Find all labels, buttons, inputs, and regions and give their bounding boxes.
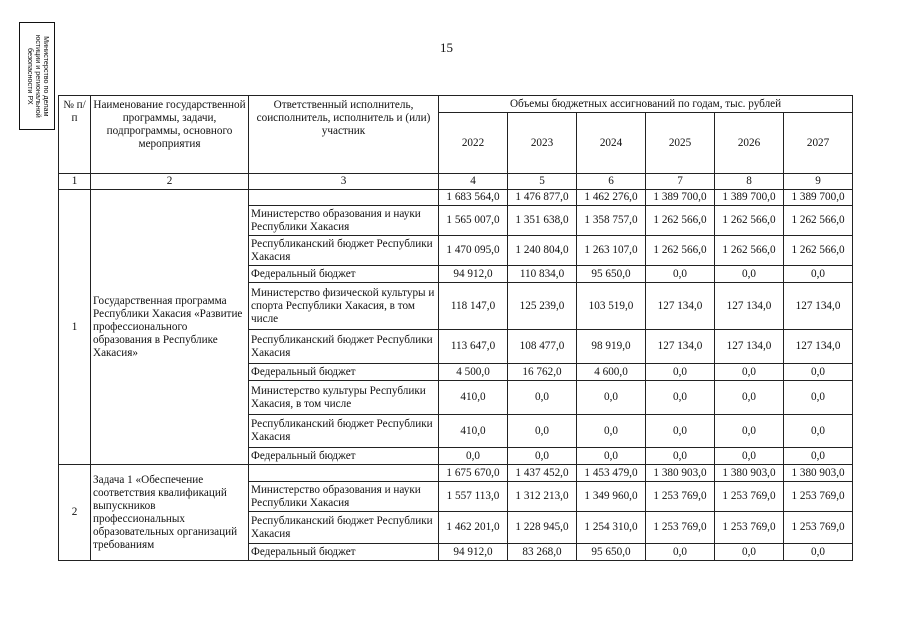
executor-cell: Министерство физической культуры и спорта Республики Хакасия, в том числе <box>249 283 439 330</box>
executor-cell <box>249 190 439 206</box>
header-year: 2024 <box>577 113 646 174</box>
budget-value-cell: 0,0 <box>715 381 784 415</box>
budget-value-cell: 127 134,0 <box>784 283 853 330</box>
header-year: 2023 <box>508 113 577 174</box>
budget-value-cell: 1 351 638,0 <box>508 206 577 236</box>
program-name: Задача 1 «Обеспечение соответствия квалификаций выпускников профессиональных образовательных организаций требованиям <box>91 465 249 561</box>
budget-value-cell: 1 240 804,0 <box>508 236 577 266</box>
budget-value-cell: 95 650,0 <box>577 544 646 561</box>
budget-value-cell: 1 262 566,0 <box>715 236 784 266</box>
program-name: Государственная программа Республики Хакасия «Развитие профессионального образования в Республике Хакасия» <box>91 190 249 465</box>
budget-value-cell: 1 262 566,0 <box>646 206 715 236</box>
budget-value-cell: 1 437 452,0 <box>508 465 577 482</box>
budget-value-cell: 1 557 113,0 <box>439 482 508 512</box>
column-number: 4 <box>439 174 508 190</box>
column-number: 6 <box>577 174 646 190</box>
budget-value-cell: 1 683 564,0 <box>439 190 508 206</box>
header-executor: Ответственный исполнитель, соисполнитель, исполнитель и (или) участник <box>249 96 439 174</box>
budget-table <box>58 95 853 561</box>
budget-value-cell: 1 253 769,0 <box>715 512 784 544</box>
budget-value-cell: 1 675 670,0 <box>439 465 508 482</box>
budget-value-cell: 94 912,0 <box>439 544 508 561</box>
budget-value-cell: 4 600,0 <box>577 364 646 381</box>
budget-value-cell: 0,0 <box>646 364 715 381</box>
stamp-line: безопасности РХ <box>24 47 34 105</box>
budget-value-cell: 0,0 <box>784 364 853 381</box>
budget-value-cell: 1 253 769,0 <box>784 512 853 544</box>
executor-cell: Министерство культуры Республики Хакасия, в том числе <box>249 381 439 415</box>
header-name: Наименование государственной программы, задачи, подпрограммы, основного мероприятия <box>91 96 249 174</box>
budget-value-cell: 83 268,0 <box>508 544 577 561</box>
budget-value-cell: 1 389 700,0 <box>784 190 853 206</box>
budget-value-cell: 0,0 <box>715 415 784 448</box>
budget-value-cell: 1 349 960,0 <box>577 482 646 512</box>
budget-value-cell: 127 134,0 <box>715 330 784 364</box>
stamp-text <box>25 35 50 118</box>
table-row <box>59 465 853 482</box>
budget-value-cell: 1 389 700,0 <box>715 190 784 206</box>
header-year: 2026 <box>715 113 784 174</box>
row-index: 2 <box>59 465 91 561</box>
budget-value-cell: 108 477,0 <box>508 330 577 364</box>
column-number: 1 <box>59 174 91 190</box>
executor-cell: Республиканский бюджет Республики Хакасия <box>249 415 439 448</box>
budget-value-cell: 410,0 <box>439 415 508 448</box>
budget-value-cell: 1 462 201,0 <box>439 512 508 544</box>
header-budget: Объемы бюджетных ассигнований по годам, тыс. рублей <box>439 96 853 113</box>
stamp-line: Министерство по делам <box>41 35 51 117</box>
column-number: 5 <box>508 174 577 190</box>
budget-value-cell: 0,0 <box>715 544 784 561</box>
column-number: 8 <box>715 174 784 190</box>
budget-value-cell: 94 912,0 <box>439 266 508 283</box>
executor-cell: Министерство образования и науки Республики Хакасия <box>249 482 439 512</box>
budget-value-cell: 0,0 <box>577 415 646 448</box>
budget-value-cell: 0,0 <box>646 544 715 561</box>
registration-stamp <box>19 22 55 130</box>
budget-value-cell: 0,0 <box>784 415 853 448</box>
executor-cell: Федеральный бюджет <box>249 448 439 465</box>
column-number-row <box>59 174 853 190</box>
page-number: 15 <box>440 40 453 55</box>
header-year: 2022 <box>439 113 508 174</box>
budget-value-cell: 16 762,0 <box>508 364 577 381</box>
budget-value-cell: 1 262 566,0 <box>715 206 784 236</box>
column-number: 2 <box>91 174 249 190</box>
table-row <box>59 190 853 206</box>
row-index: 1 <box>59 190 91 465</box>
header-num: № п/п <box>59 96 91 174</box>
budget-value-cell: 0,0 <box>715 266 784 283</box>
budget-value-cell: 1 380 903,0 <box>784 465 853 482</box>
budget-value-cell: 0,0 <box>646 266 715 283</box>
budget-value-cell: 1 462 276,0 <box>577 190 646 206</box>
budget-value-cell: 95 650,0 <box>577 266 646 283</box>
budget-value-cell: 0,0 <box>577 448 646 465</box>
budget-value-cell: 410,0 <box>439 381 508 415</box>
budget-value-cell: 1 470 095,0 <box>439 236 508 266</box>
header-year: 2025 <box>646 113 715 174</box>
executor-cell: Федеральный бюджет <box>249 364 439 381</box>
budget-value-cell: 0,0 <box>508 381 577 415</box>
executor-cell: Республиканский бюджет Республики Хакасия <box>249 330 439 364</box>
budget-value-cell: 0,0 <box>784 381 853 415</box>
budget-value-cell: 0,0 <box>784 266 853 283</box>
column-number: 9 <box>784 174 853 190</box>
column-number: 7 <box>646 174 715 190</box>
budget-value-cell: 0,0 <box>784 544 853 561</box>
budget-value-cell: 127 134,0 <box>646 283 715 330</box>
budget-value-cell: 127 134,0 <box>646 330 715 364</box>
budget-value-cell: 1 476 877,0 <box>508 190 577 206</box>
budget-value-cell: 1 262 566,0 <box>784 206 853 236</box>
budget-value-cell: 0,0 <box>646 448 715 465</box>
budget-value-cell: 0,0 <box>439 448 508 465</box>
budget-value-cell: 1 253 769,0 <box>715 482 784 512</box>
budget-value-cell: 1 262 566,0 <box>646 236 715 266</box>
budget-value-cell: 98 919,0 <box>577 330 646 364</box>
executor-cell: Республиканский бюджет Республики Хакасия <box>249 236 439 266</box>
executor-cell: Федеральный бюджет <box>249 266 439 283</box>
budget-value-cell: 1 389 700,0 <box>646 190 715 206</box>
budget-value-cell: 1 312 213,0 <box>508 482 577 512</box>
executor-cell: Министерство образования и науки Республики Хакасия <box>249 206 439 236</box>
budget-value-cell: 1 262 566,0 <box>784 236 853 266</box>
executor-cell: Федеральный бюджет <box>249 544 439 561</box>
budget-value-cell: 125 239,0 <box>508 283 577 330</box>
budget-value-cell: 1 253 769,0 <box>784 482 853 512</box>
budget-value-cell: 4 500,0 <box>439 364 508 381</box>
budget-value-cell: 1 380 903,0 <box>715 465 784 482</box>
budget-value-cell: 103 519,0 <box>577 283 646 330</box>
budget-value-cell: 0,0 <box>715 448 784 465</box>
stamp-line: юстиции и региональной <box>33 34 43 118</box>
budget-value-cell: 1 263 107,0 <box>577 236 646 266</box>
budget-value-cell: 1 453 479,0 <box>577 465 646 482</box>
budget-value-cell: 0,0 <box>646 381 715 415</box>
budget-value-cell: 1 358 757,0 <box>577 206 646 236</box>
budget-value-cell: 0,0 <box>508 415 577 448</box>
budget-value-cell: 113 647,0 <box>439 330 508 364</box>
budget-value-cell: 1 380 903,0 <box>646 465 715 482</box>
table-body <box>59 190 853 561</box>
budget-value-cell: 1 254 310,0 <box>577 512 646 544</box>
executor-cell <box>249 465 439 482</box>
budget-value-cell: 1 565 007,0 <box>439 206 508 236</box>
budget-value-cell: 118 147,0 <box>439 283 508 330</box>
executor-cell: Республиканский бюджет Республики Хакасия <box>249 512 439 544</box>
budget-value-cell: 110 834,0 <box>508 266 577 283</box>
header-year: 2027 <box>784 113 853 174</box>
budget-value-cell: 0,0 <box>646 415 715 448</box>
budget-value-cell: 0,0 <box>715 364 784 381</box>
budget-value-cell: 127 134,0 <box>784 330 853 364</box>
budget-value-cell: 0,0 <box>784 448 853 465</box>
column-number: 3 <box>249 174 439 190</box>
budget-value-cell: 0,0 <box>577 381 646 415</box>
budget-value-cell: 1 228 945,0 <box>508 512 577 544</box>
budget-value-cell: 0,0 <box>508 448 577 465</box>
budget-value-cell: 1 253 769,0 <box>646 512 715 544</box>
budget-value-cell: 1 253 769,0 <box>646 482 715 512</box>
budget-value-cell: 127 134,0 <box>715 283 784 330</box>
